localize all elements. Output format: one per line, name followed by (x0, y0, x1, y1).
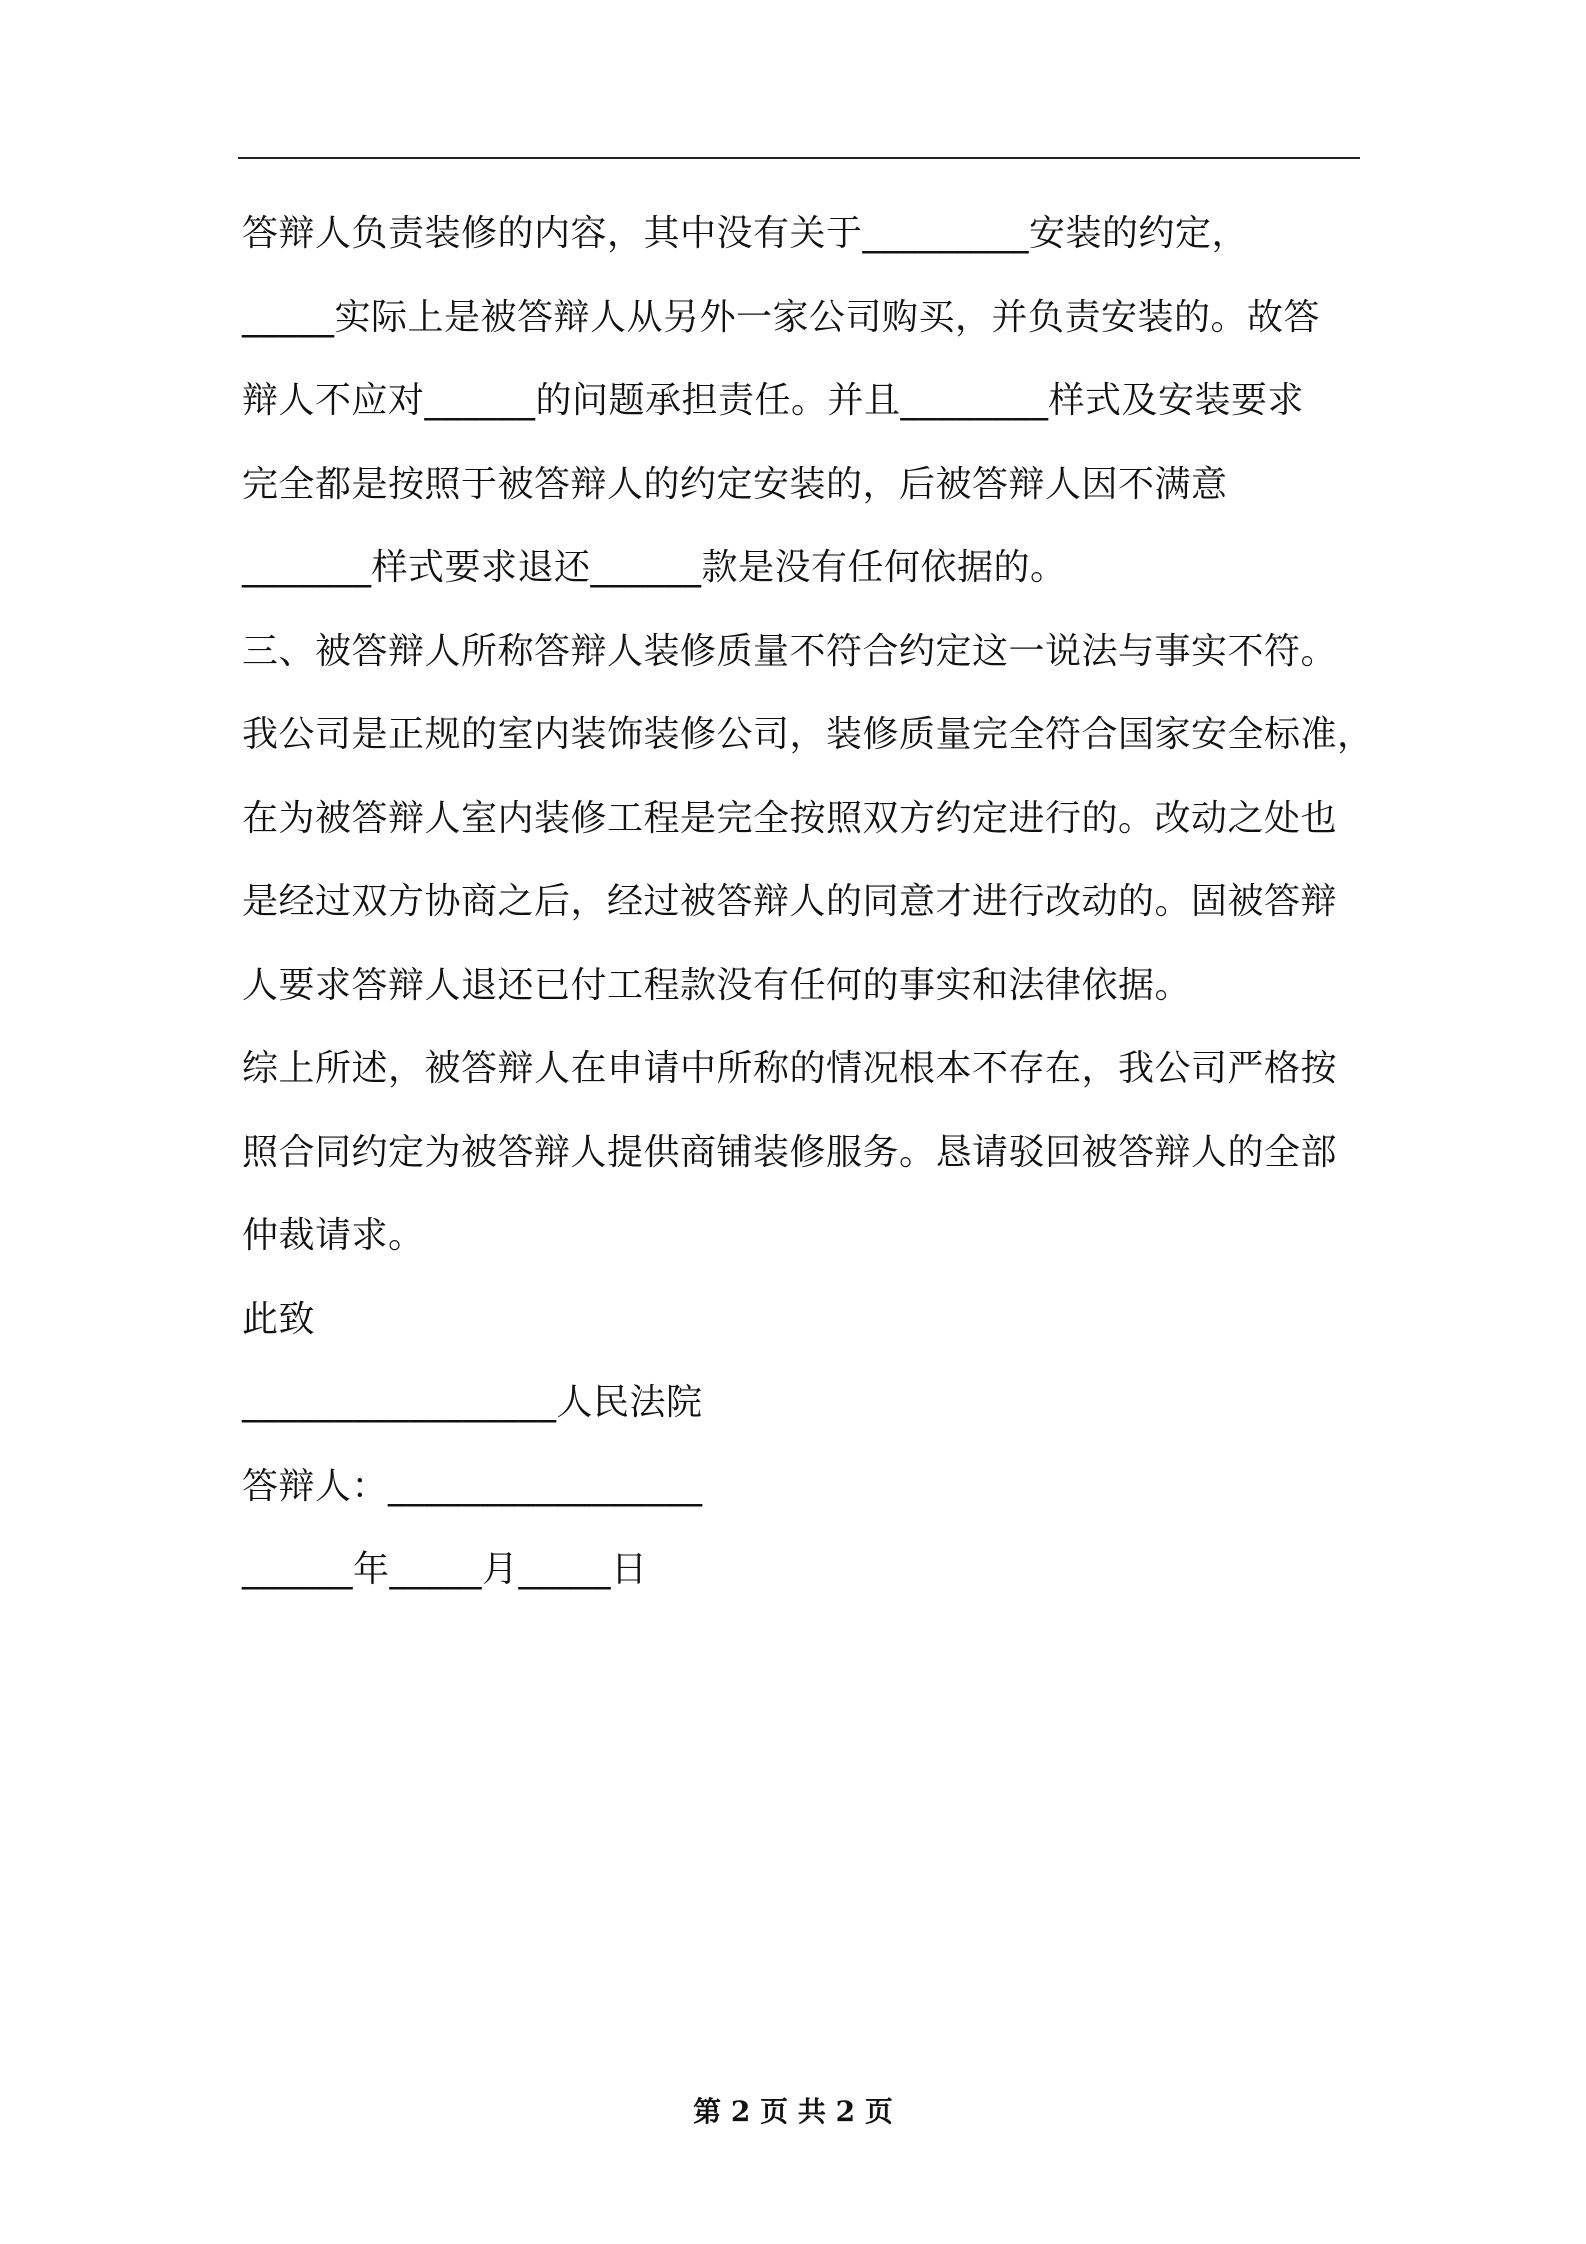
text-line-10: 人要求答辩人退还已付工程款没有任何的事实和法律依据。 (242, 964, 1192, 1006)
conclusion-line-1: 综上所述，被答辩人在申请中所称的情况根本不存在，我公司严格按 (242, 1048, 1338, 1089)
text-line-5: _______样式要求退还______款是没有任何依据的。 (242, 547, 1067, 588)
conclusion-line-3: 仲裁请求。 (242, 1215, 425, 1256)
page-number: 第 2 页 共 2 页 (693, 2095, 893, 2128)
court-name-blank: _________________人民法院 (242, 1382, 703, 1423)
text-line-4: 完全都是按照于被答辩人的约定安装的，后被答辩人因不满意 (242, 463, 1228, 505)
text-line-1: 答辩人负责装修的内容，其中没有关于_________安装的约定， (242, 213, 1249, 254)
salutation: 此致 (242, 1298, 316, 1340)
text-line-7: 我公司是正规的室内装饰装修公司，装修质量完全符合国家安全标准， (242, 714, 1374, 755)
document-body (242, 192, 1374, 1612)
text-line-8: 在为被答辩人室内装修工程是完全按照双方约定进行的。改动之处也 (242, 797, 1338, 839)
text-line-2: _____实际上是被答辩人从另外一家公司购买，并负责安装的。故答 (242, 296, 1321, 338)
conclusion-line-2: 照合同约定为被答辩人提供商铺装修服务。恳请驳回被答辩人的全部 (242, 1131, 1338, 1173)
respondent-signature-blank: 答辩人：_________________ (242, 1465, 703, 1507)
section-three-heading: 三、被答辩人所称答辩人装修质量不符合约定这一说法与事实不符。 (242, 630, 1338, 672)
text-line-9: 是经过双方协商之后，经过被答辩人的同意才进行改动的。固被答辩 (242, 881, 1338, 922)
text-line-3: 辩人不应对______的问题承担责任。并且________样式及安装要求 (242, 380, 1305, 421)
header-rule (238, 157, 1360, 159)
date-blank: ______年_____月_____日 (242, 1549, 648, 1590)
